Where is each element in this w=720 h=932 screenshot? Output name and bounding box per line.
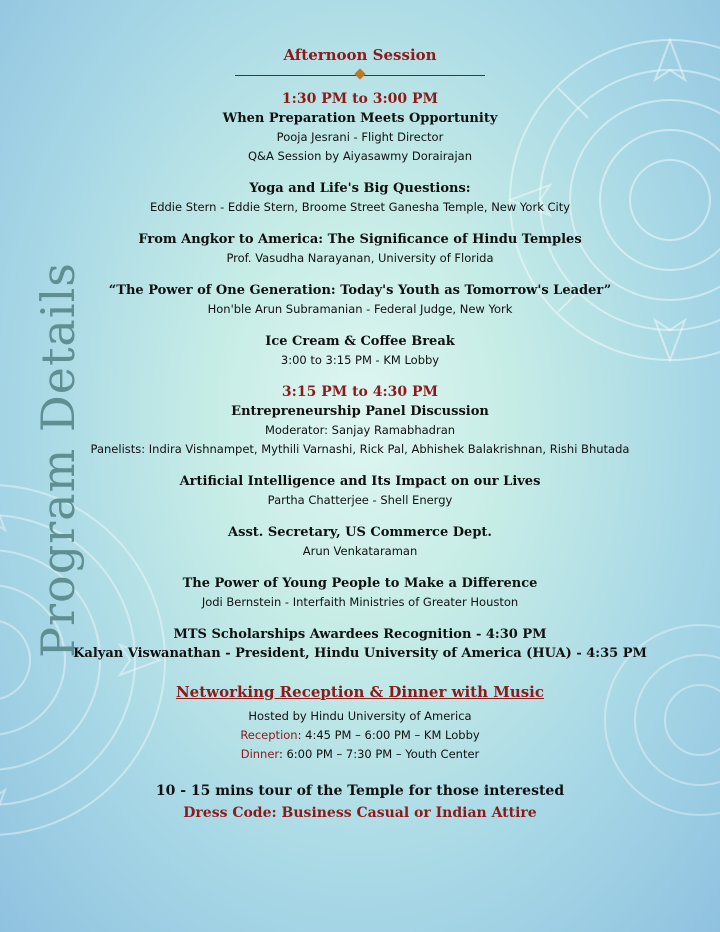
program-content	[73, 40, 647, 824]
program-item	[100, 472, 620, 510]
side-title-text: Program Details	[31, 262, 85, 658]
ornament-divider	[235, 68, 485, 82]
item-title: From Angkor to America: The Significance of Hindu Temples	[138, 232, 582, 247]
networking-block	[100, 681, 620, 764]
program-item	[100, 179, 620, 217]
item-detail: Eddie Stern - Eddie Stern, Broome Street Ganesha Temple, New York City	[149, 200, 571, 214]
item-title: Ice Cream & Coffee Break	[265, 334, 455, 349]
item-detail: Jodi Bernstein - Interfaith Ministries of Greater Houston	[201, 595, 519, 609]
item-title: Entrepreneurship Panel Discussion	[231, 404, 489, 419]
program-item	[100, 230, 620, 268]
session-time: 1:30 PM to 3:00 PM	[281, 91, 439, 107]
item-detail: Partha Chatterjee - Shell Energy	[267, 493, 453, 507]
item-title: Asst. Secretary, US Commerce Dept.	[228, 525, 492, 540]
recognition-line: Kalyan Viswanathan - President, Hindu University of America (HUA) - 4:35 PM	[73, 646, 647, 661]
recognition-block	[73, 625, 647, 663]
section-header: Afternoon Session	[283, 46, 437, 64]
recognition-line: MTS Scholarships Awardees Recognition - 4:30 PM	[173, 627, 547, 642]
program-item	[100, 281, 620, 319]
dinner-value: : 6:00 PM – 7:30 PM – Youth Center	[278, 747, 480, 761]
program-item	[100, 523, 620, 561]
item-title: “The Power of One Generation: Today's Youth as Tomorrow's Leader”	[108, 283, 612, 298]
item-title: Yoga and Life's Big Questions:	[249, 181, 471, 196]
item-detail: Prof. Vasudha Narayanan, University of Florida	[226, 251, 494, 265]
hosted-by: Hosted by Hindu University of America	[248, 709, 472, 723]
item-detail: Pooja Jesrani - Flight Director	[276, 130, 444, 144]
program-item	[90, 383, 630, 459]
item-detail: Panelists: Indira Vishnampet, Mythili Varnashi, Rick Pal, Abhishek Balakrishnan, Rishi Bhutada	[90, 442, 630, 456]
diamond-ornament-icon	[354, 68, 365, 79]
reception-label: Reception	[240, 728, 298, 742]
reception-line	[100, 726, 620, 745]
item-detail: Arun Venkataraman	[302, 544, 418, 558]
dress-code: Dress Code: Business Casual or Indian Attire	[183, 805, 537, 821]
item-detail: Q&A Session by Aiyasawmy Dorairajan	[247, 149, 473, 163]
item-title: When Preparation Meets Opportunity	[222, 111, 498, 126]
dinner-line	[100, 745, 620, 764]
item-title: The Power of Young People to Make a Difference	[182, 576, 538, 591]
item-detail: Moderator: Sanjay Ramabhadran	[264, 423, 456, 437]
item-detail: 3:00 to 3:15 PM - KM Lobby	[280, 353, 440, 367]
networking-title: Networking Reception & Dinner with Music	[175, 683, 545, 701]
item-detail: Hon'ble Arun Subramanian - Federal Judge, New York	[207, 302, 513, 316]
footer	[100, 780, 620, 824]
tour-note: 10 - 15 mins tour of the Temple for those interested	[155, 783, 565, 799]
item-title: Artificial Intelligence and Its Impact on our Lives	[179, 474, 541, 489]
dinner-label: Dinner	[240, 747, 279, 761]
program-item	[100, 90, 620, 166]
program-item	[100, 332, 620, 370]
program-item	[100, 574, 620, 612]
session-time: 3:15 PM to 4:30 PM	[281, 384, 439, 400]
reception-value: : 4:45 PM – 6:00 PM – KM Lobby	[297, 728, 480, 742]
